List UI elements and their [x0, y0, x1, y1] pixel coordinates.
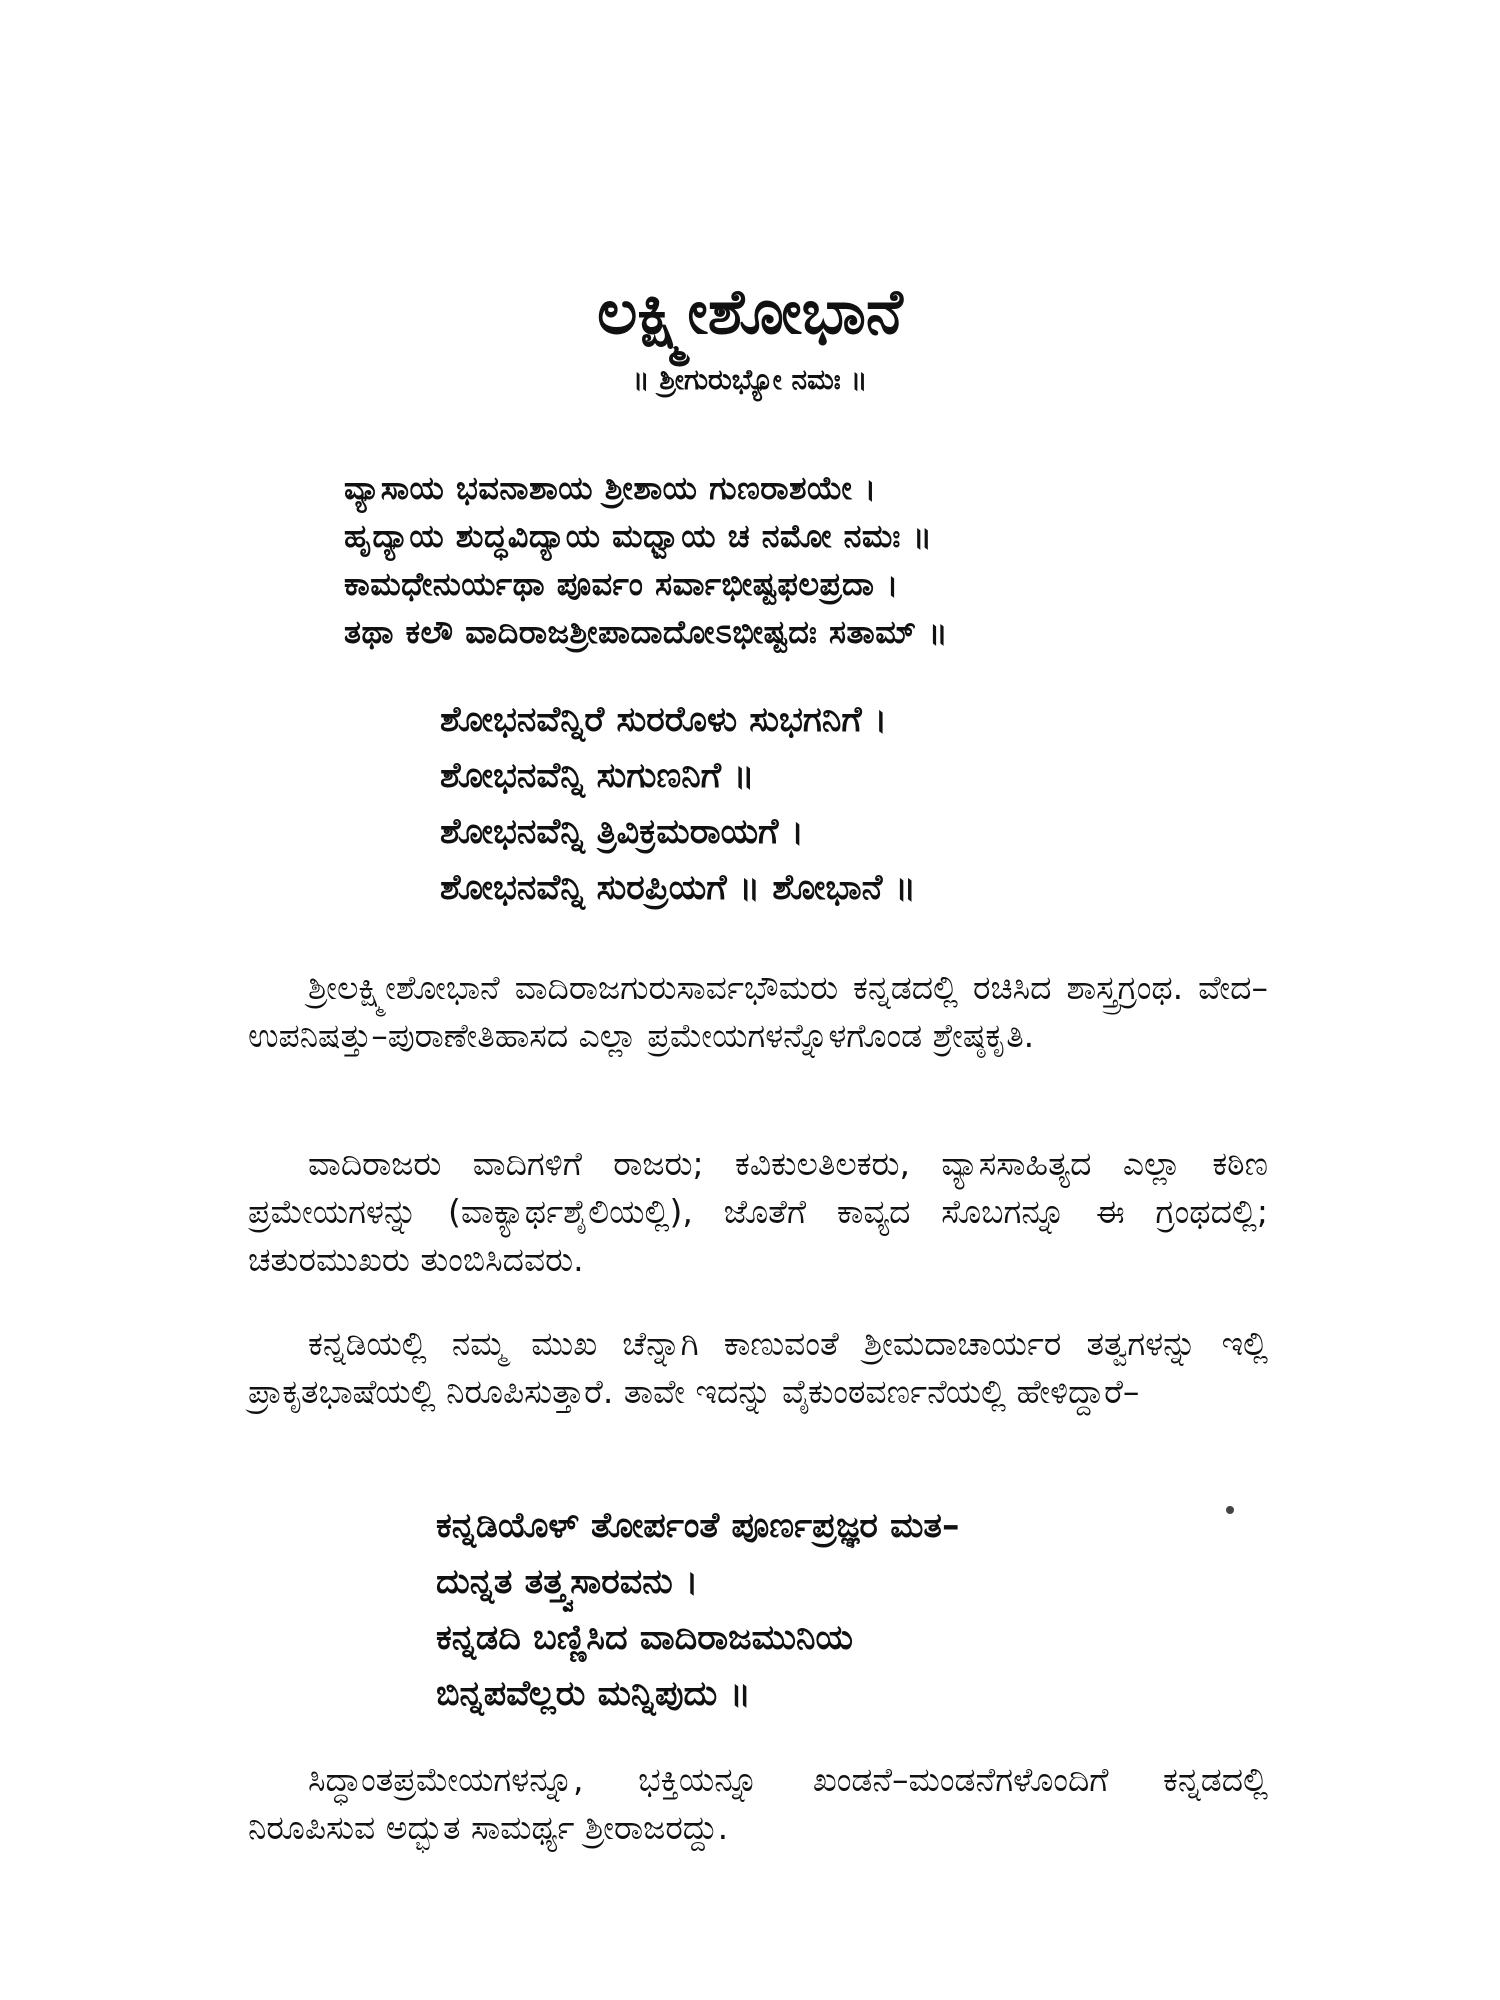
verse-line: ಬಿನ್ನಪವೆಲ್ಲರು ಮನ್ನಿಪುದು ॥	[436, 1674, 751, 1714]
quoted-verse	[436, 1498, 1236, 1722]
shloka-line: ವ್ಯಾಸಾಯ ಭವನಾಶಾಯ ಶ್ರೀಶಾಯ ಗುಣರಾಶಯೇ ।	[344, 469, 877, 507]
shloka-line: ತಥಾ ಕಲೌ ವಾದಿರಾಜಶ್ರೀಪಾದಾದೋಽಭೀಷ್ಟದಃ ಸತಾಮ್ ॥	[344, 613, 949, 651]
verse-line: ದುನ್ನತ ತತ್ತ್ವಸಾರವನು ।	[436, 1562, 699, 1602]
paragraph-text: ಕನ್ನಡಿಯಲ್ಲಿ ನಮ್ಮ ಮುಖ ಚೆನ್ನಾಗಿ ಕಾಣುವಂತೆ ಶ್ರೀಮದಾಚಾರ್ಯರ ತತ್ವಗಳನ್ನು ಇಲ್ಲಿ ಪ್ರಾಕೃತಭಾಷೆಯಲ್ಲಿ ನಿರೂಪಿಸುತ್ತಾರೆ. ತಾವೇ ಇದನ್ನು ವೈಕುಂಠವರ್ಣನೆಯಲ್ಲಿ ಹೇಳಿದ್ದಾರೆ–	[248, 1324, 1268, 1411]
page-title: ಲಕ್ಷ್ಮೀಶೋಭಾನೆ	[597, 275, 903, 348]
refrain-verse	[440, 692, 1240, 916]
closing-paragraph	[248, 1756, 1268, 1852]
shloka-line: ಕಾಮಧೇನುರ್ಯಥಾ ಪೂರ್ವಂ ಸರ್ವಾಭೀಷ್ಟಫಲಪ್ರದಾ ।	[344, 565, 899, 603]
refrain-line: ಶೋಭನವೆನ್ನಿರೆ ಸುರರೊಳು ಸುಭಗನಿಗೆ ।	[440, 700, 888, 740]
refrain-line: ಶೋಭನವೆನ್ನಿ ಸುರಪ್ರಿಯಗೆ ॥ ಶೋಭಾನೆ ॥	[440, 868, 916, 908]
paragraph-text: ಸಿದ್ಧಾಂತಪ್ರಮೇಯಗಳನ್ನೂ, ಭಕ್ತಿಯನ್ನೂ ಖಂಡನೆ–ಮಂಡನೆಗಳೊಂದಿಗೆ ಕನ್ನಡದಲ್ಲಿ ನಿರೂಪಿಸುವ ಅದ್ಭುತ ಸಾಮರ್ಥ್ಯ ಶ್ರೀರಾಜರದ್ದು.	[248, 1760, 1268, 1847]
intro-paragraph	[248, 964, 1268, 1060]
shloka-line: ಹೃದ್ಯಾಯ ಶುದ್ಧವಿದ್ಯಾಯ ಮಧ್ವಾಯ ಚ ನಮೋ ನಮಃ ॥	[344, 517, 933, 555]
ink-speck	[1226, 1506, 1234, 1514]
invocation-line: ॥ ಶ್ರೀಗುರುಭ್ಯೋ ನಮಃ ॥	[632, 363, 868, 396]
paragraph-text: ವಾದಿರಾಜರು ವಾದಿಗಳಿಗೆ ರಾಜರು; ಕವಿಕುಲತಿಲಕರು, ವ್ಯಾಸಸಾಹಿತ್ಯದ ಎಲ್ಲಾ ಕಠಿಣ ಪ್ರಮೇಯಗಳನ್ನು (ವಾಕ್ಯಾರ್ಥಶೈಲಿಯಲ್ಲಿ), ಜೊತೆಗೆ ಕಾವ್ಯದ ಸೊಬಗನ್ನೂ ಈ ಗ್ರಂಥದಲ್ಲಿ; ಚತುರಮುಖರು ತುಂಬಿಸಿದವರು.	[248, 1144, 1268, 1279]
mirror-paragraph	[248, 1320, 1268, 1416]
refrain-line: ಶೋಭನವೆನ್ನಿ ಸುಗುಣನಿಗೆ ॥	[440, 756, 755, 796]
refrain-line: ಶೋಭನವೆನ್ನಿ ತ್ರಿವಿಕ್ರಮರಾಯಗೆ ।	[440, 812, 804, 852]
description-paragraph	[248, 1140, 1268, 1284]
verse-line: ಕನ್ನಡಿಯೊಳ್ ತೋರ್ಪಂತೆ ಪೂರ್ಣಪ್ರಜ್ಞರ ಮತ–	[436, 1506, 960, 1546]
sanskrit-shloka	[344, 464, 1344, 656]
verse-line: ಕನ್ನಡದಿ ಬಣ್ಣಿಸಿದ ವಾದಿರಾಜಮುನಿಯ	[436, 1618, 854, 1658]
paragraph-text: ಶ್ರೀಲಕ್ಷ್ಮೀಶೋಭಾನೆ ವಾದಿರಾಜಗುರುಸಾರ್ವಭೌಮರು ಕನ್ನಡದಲ್ಲಿ ರಚಿಸಿದ ಶಾಸ್ತ್ರಗ್ರಂಥ. ವೇದ–ಉಪನಿಷತ್ತು–ಪುರಾಣೇತಿಹಾಸದ ಎಲ್ಲಾ ಪ್ರಮೇಯಗಳನ್ನೊಳಗೊಂಡ ಶ್ರೇಷ್ಠಕೃತಿ.	[248, 968, 1268, 1055]
